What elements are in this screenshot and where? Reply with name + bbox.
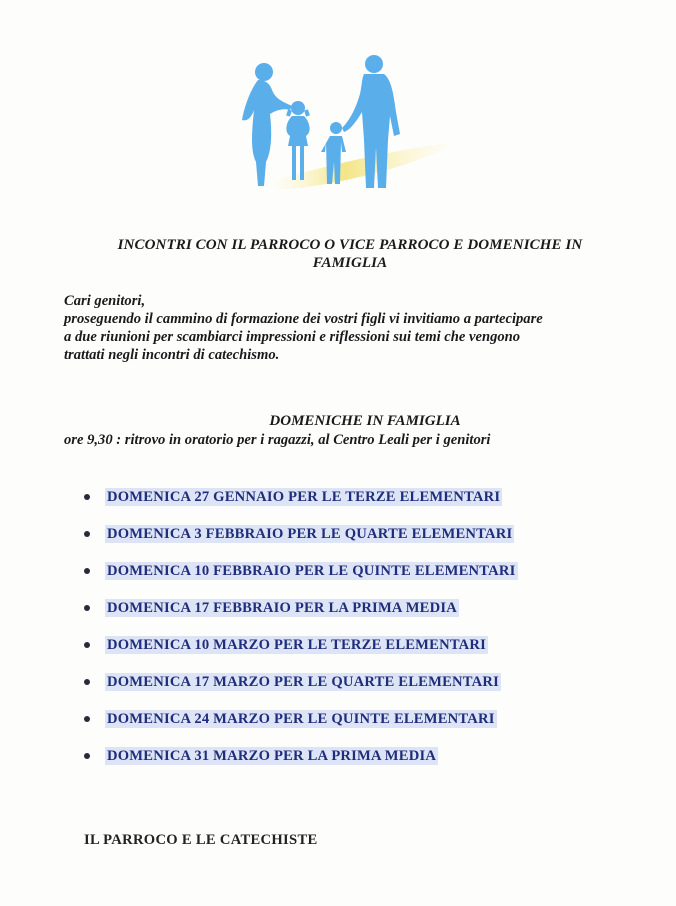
- schedule-entry: DOMENICA 27 GENNAIO PER LE TERZE ELEMENTARI: [107, 489, 501, 505]
- bullet-icon: [84, 605, 90, 611]
- signature: IL PARROCO E LE CATECHISTE: [84, 832, 318, 848]
- schedule-entry: DOMENICA 17 FEBBRAIO PER LA PRIMA MEDIA: [107, 600, 457, 616]
- list-item: [84, 562, 644, 599]
- list-item: [84, 525, 644, 562]
- bullet-icon: [84, 568, 90, 574]
- intro-paragraph: [64, 292, 630, 364]
- intro-line-3: trattati negli incontri di catechismo.: [64, 347, 280, 363]
- family-silhouette-icon: [228, 50, 468, 195]
- list-item: [84, 710, 644, 747]
- page-title: [60, 236, 640, 272]
- bullet-icon: [84, 494, 90, 500]
- list-item: [84, 488, 644, 525]
- schedule-entry: DOMENICA 17 MARZO PER LE QUARTE ELEMENTARI: [107, 674, 499, 690]
- bullet-icon: [84, 716, 90, 722]
- schedule-entry: DOMENICA 31 MARZO PER LA PRIMA MEDIA: [107, 748, 437, 764]
- list-item: [84, 636, 644, 673]
- schedule-entry: DOMENICA 24 MARZO PER LE QUINTE ELEMENTARI: [107, 711, 495, 727]
- schedule-entry: DOMENICA 10 MARZO PER LE TERZE ELEMENTARI: [107, 637, 487, 653]
- bullet-icon: [84, 753, 90, 759]
- list-item: [84, 599, 644, 636]
- bullet-icon: [84, 642, 90, 648]
- bullet-icon: [84, 531, 90, 537]
- title-line-2: FAMIGLIA: [312, 255, 388, 271]
- schedule-entry: DOMENICA 3 FEBBRAIO PER LE QUARTE ELEMENTARI: [107, 526, 513, 542]
- intro-line-1: proseguendo il cammino di formazione dei vostri figli vi invitiamo a partecipare: [64, 311, 543, 327]
- greeting: Cari genitori,: [64, 293, 146, 309]
- list-item: [84, 747, 644, 784]
- intro-line-2: a due riunioni per scambiarci impressioni e riflessioni sui temi che vengono: [64, 329, 521, 345]
- title-line-1: INCONTRI CON IL PARROCO O VICE PARROCO E DOMENICHE IN: [117, 237, 583, 253]
- meeting-time-text: ore 9,30 : ritrovo in oratorio per i ragazzi, al Centro Leali per i genitori: [64, 432, 491, 448]
- schedule-entry: DOMENICA 10 FEBBRAIO PER LE QUINTE ELEMENTARI: [107, 563, 516, 579]
- section-title: DOMENICHE IN FAMIGLIA: [269, 413, 461, 429]
- schedule-list: [84, 488, 644, 784]
- list-item: [84, 673, 644, 710]
- bullet-icon: [84, 679, 90, 685]
